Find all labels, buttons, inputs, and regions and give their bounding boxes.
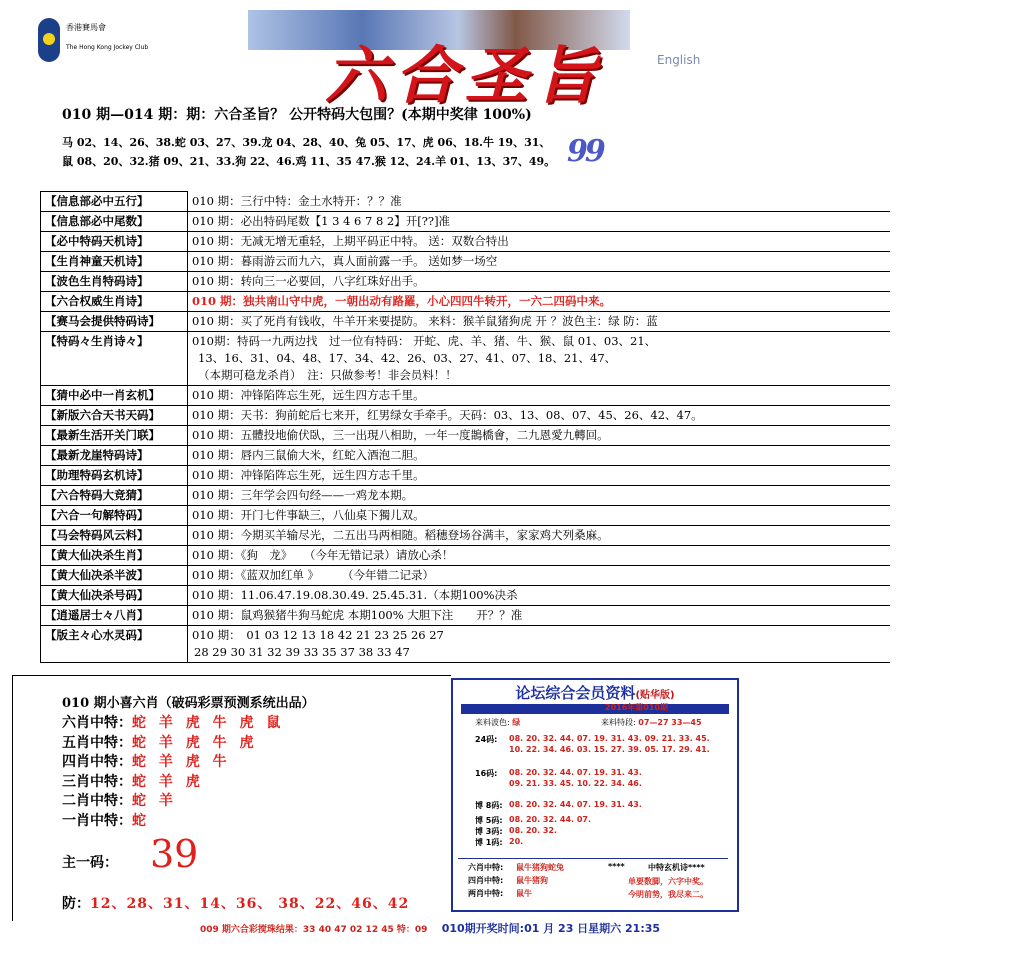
tip-label: 【黄大仙决杀半波】 [41,566,188,586]
forum-row-label: 博 8码: [475,801,503,810]
six-xiao-label: 六肖中特： [62,715,132,731]
forum-row-value: 10. 22. 34. 46. 03. 15. 27. 39. 05. 17. 29. 41. [509,745,710,754]
forum-footer-label: 四肖中特: [468,876,504,885]
forum-row-value: 08. 20. 32. 44. 07. 19. 31. 43. 09. 21. 33. 45. [509,734,710,743]
tip-label: 【最新生活开关门联】 [41,426,188,446]
tip-label: 【版主々心水灵码】 [41,626,188,663]
six-xiao-value: 蛇 羊 虎 牛 [132,754,231,770]
forum-row-label: 16码: [475,769,498,778]
tip-row [41,192,891,212]
six-xiao-title: 010 期小喜六肖（破码彩票预测系统出品） [62,696,315,711]
forum-footer-label: 六肖中特: [468,863,504,872]
six-xiao-label: 一肖中特： [62,812,132,829]
forum-period-bar [461,704,729,714]
six-xiao-label: 三肖中特： [62,773,132,790]
tip-row [41,566,891,586]
tip-line: 010 期：开门七件事缺三，八仙桌下獨儿双。 [192,508,425,522]
tip-line: 010 期：三年学会四句经——一鸡龙本期。 [192,488,414,502]
forum-footer-value: 鼠牛猪狗蛇兔 [516,863,564,872]
tip-line: 010 期：冲锋陷阵忘生死，远生四方志千里。 [192,468,425,482]
tip-line: 010 期：《蓝双加红单 》 （今年错二记录） [192,568,435,582]
tip-row [41,586,891,606]
number-art-graphic: 99 [567,134,603,169]
six-xiao-row [62,771,204,791]
tip-row [41,466,891,486]
tip-row [41,486,891,506]
jockey-club-emblem-icon [38,18,60,62]
previous-result: 009 期六合彩搅珠结果：33 40 47 02 12 45 特：09 [200,925,428,935]
forum-footer [458,858,728,903]
forum-row-value: 08. 20. 32. 44. 07. 19. 31. 43. [509,768,642,777]
tip-value [188,252,891,272]
tips-table [40,191,890,663]
forum-row-value: 20. [509,837,524,846]
tip-label: 【黄大仙决杀号码】 [41,586,188,606]
forum-footer-label: 两肖中特: [468,889,504,898]
tip-label: 【助理特码玄机诗】 [41,466,188,486]
six-xiao-row [62,790,177,810]
zodiac-numbers-row-2: 鼠 08、20、32.猪 09、21、33.狗 22、46.鸡 11、35 47.猴 12、24.羊 01、13、37、49。 [62,155,556,168]
six-xiao-value: 蛇 羊 虎 牛 虎 鼠 [132,715,285,731]
tip-label: 【猜中必中一肖玄机】 [41,386,188,406]
tip-label: 【逍遥居士々八肖】 [41,606,188,626]
forum-footer-right-title: 中特玄机诗**** [648,863,705,872]
tip-line: 010 期：天书：狗前蛇后七来开，红男绿女手牵手。天码：03、13、08、07、45、26、42、47。 [192,408,703,422]
forum-wave-label: 来料波色: [475,718,510,727]
forum-row-label: 24码: [475,735,498,744]
tip-row [41,292,891,312]
six-xiao-row [62,712,284,732]
forum-special-range [601,717,702,728]
tip-row [41,506,891,526]
tip-row [41,332,891,386]
tip-label: 【生肖神童天机诗】 [41,252,188,272]
tip-row [41,386,891,406]
tip-label: 【信息部必中尾数】 [41,212,188,232]
tip-value [188,626,891,663]
tip-label: 【黄大仙决杀生肖】 [41,546,188,566]
six-xiao-value: 蛇 [132,812,150,829]
forum-wave-value: 绿 [512,718,521,727]
forum-member-data-panel [451,678,739,912]
tip-row [41,626,891,663]
tip-value [188,606,891,626]
tip-line: 010 期：必出特码尾数【1 3 4 6 7 8 2】开[??]准 [192,214,451,228]
tip-row [41,212,891,232]
tip-row [41,406,891,426]
six-xiao-value: 蛇 羊 [132,793,177,809]
tip-line: 010 期：独共南山守中虎，一朝出动有路羅，小心四四牛转开，一六二四码中来。 [192,294,612,308]
forum-row-value: 08. 20. 32. [509,826,558,835]
tip-row [41,312,891,332]
tip-line: 010 期：买了死肖有钱收，牛羊开来要提防。 来料：猴羊鼠猪狗虎 开 ？波色主：绿 防：蓝 [192,314,658,328]
tip-value [188,212,891,232]
tip-value [188,466,891,486]
forum-row-label: 博 1码: [475,838,503,847]
forum-row-label: 博 5码: [475,816,503,825]
tip-label: 【马会特码风云料】 [41,526,188,546]
forum-wave-color [475,717,520,728]
tip-line: 010 期：《狗 龙》 （今年无错记录）请放心杀！ [192,548,454,562]
tip-value [188,292,891,312]
tip-line: 010 期：唇内三鼠偷大米，红蛇入酒泡二胆。 [192,448,425,462]
tip-line: 010期：特码一九两边找 过一位有特码： 开蛇、虎、羊、猪、牛、猴、鼠 01、03、21、 [192,334,657,348]
tip-line: 010 期：转向三一必要回，八字红珠好出手。 [192,274,425,288]
banner-title: 六合圣旨 [325,39,606,112]
forum-footer-right-1: 单要数脚，六字中奖。 [628,877,708,886]
tip-value [188,526,891,546]
six-xiao-label: 五肖中特： [62,734,132,751]
tip-value [188,406,891,426]
defend-label: 防： [62,896,90,912]
six-xiao-row [62,732,258,752]
forum-period: 2016年第010期 [605,703,668,712]
logo-chinese-text: 香港賽馬會 [66,23,106,32]
forum-title [453,682,737,703]
tip-value [188,566,891,586]
tip-label: 【六合权威生肖诗】 [41,292,188,312]
tip-value [188,546,891,566]
tip-value [188,446,891,466]
english-link[interactable]: English [657,53,701,67]
tip-label: 【六合特码大竞猜】 [41,486,188,506]
tip-row [41,446,891,466]
tip-label: 【波色生肖特码诗】 [41,272,188,292]
tip-line: 010 期：鼠鸡猴猪牛狗马蛇虎 本期100% 大胆下注 开？？准 [192,608,523,622]
tip-line: 010 期：五體投地偷伏臥，三一出現八相助，一年一度鵲橋會，二九恩愛九轉回。 [192,428,609,442]
next-draw-time: 010期开奖时间:01 月 23 日星期六 21:35 [441,922,661,935]
six-xiao-value: 蛇 羊 虎 [132,773,204,790]
tip-value [188,506,891,526]
six-xiao-row [62,751,231,771]
forum-title-main: 论坛综合会员资料 [515,684,636,702]
forum-title-sub: (贴华版) [635,690,675,701]
tip-value [188,312,891,332]
six-xiao-row [62,810,150,830]
tip-line: 28 29 30 31 32 39 33 35 37 38 33 47 [194,645,410,659]
six-xiao-value: 蛇 羊 虎 牛 虎 [132,734,258,751]
zodiac-numbers-row-1: 马 02、14、26、38.蛇 03、27、39.龙 04、28、40、兔 05、17、虎 06、18.牛 19、31、 [62,136,551,149]
tip-line: 010 期：无减无增无重轻，上期平码正中特。 送：双数合特出 [192,234,509,248]
forum-special-label: 来料特段: [601,718,636,727]
tip-label: 【六合一句解特码】 [41,506,188,526]
six-xiao-label: 二肖中特： [62,793,132,809]
forum-row-value: 08. 20. 32. 44. 07. 19. 31. 43. [509,800,642,809]
tip-line: 010 期：冲锋陷阵忘生死，远生四方志千里。 [192,388,425,402]
tip-row [41,252,891,272]
forum-special-value: 07—27 33—45 [638,718,702,727]
tip-row [41,232,891,252]
tip-value [188,426,891,446]
tip-value [188,272,891,292]
tip-value [188,332,891,386]
footer-strip [200,920,660,936]
defend-value: 12、28、31、14、36、 38、22、46、42 [90,896,410,912]
tip-label: 【必中特码天机诗】 [41,232,188,252]
tip-value [188,232,891,252]
tip-row [41,272,891,292]
six-xiao-label: 四肖中特： [62,754,132,770]
main-one-number: 39 [150,832,199,876]
tip-label: 【最新龙崖特码诗】 [41,446,188,466]
tip-line: 010 期：暮雨游云而九六，真人面前露一手。 送如梦一场空 [192,254,498,268]
forum-footer-value: 鼠牛猪狗 [516,876,548,885]
forum-row-value: 09. 21. 33. 45. 10. 22. 34. 46. [509,779,642,788]
forum-row-label: 博 3码: [475,827,503,836]
tip-row [41,526,891,546]
page-headline: 010 期—014 期：期：六合圣旨？ 公开特码大包围？(本期中奖律 100%) [62,107,532,123]
tip-line: （本期可稳龙杀肖） 注：只做参考！非会员料！！ [198,368,457,382]
forum-footer-value: 鼠牛 [516,889,532,898]
tip-label: 【特码々生肖诗々】 [41,332,188,386]
tip-value [188,586,891,606]
logo-english-text: The Hong Kong Jockey Club [66,44,149,51]
tip-line: 010 期：三行中特：金土水特开：？？准 [192,193,402,208]
tip-line: 010 期：今期买羊输尽光，二五出马两相随。稻穗登场谷满丰，家家鸡犬列桑麻。 [192,528,609,542]
tip-line: 13、16、31、04、48、17、34、42、26、03、27、41、07、18、21、47、 [198,351,617,365]
tip-line: 010 期： 01 03 12 13 18 42 21 23 25 26 27 [192,628,444,642]
tip-row [41,546,891,566]
tip-label: 【信息部必中五行】 [41,192,188,212]
forum-row-value: 08. 20. 32. 44. 07. [509,815,591,824]
tip-value [188,486,891,506]
defend-numbers [62,893,409,913]
tip-line: 010 期：11.06.47.19.08.30.49. 25.45.31.（本期100%决杀 [192,588,518,602]
tip-row [41,606,891,626]
forum-footer-right-2: 今明前势，我尽来二。 [628,890,708,899]
forum-footer-mid: **** [608,862,625,871]
tip-value [188,386,891,406]
tip-label: 【赛马会提供特码诗】 [41,312,188,332]
tip-value [188,192,891,212]
main-one-label: 主一码： [62,855,118,871]
tip-row [41,426,891,446]
tip-label: 【新版六合天书天码】 [41,406,188,426]
